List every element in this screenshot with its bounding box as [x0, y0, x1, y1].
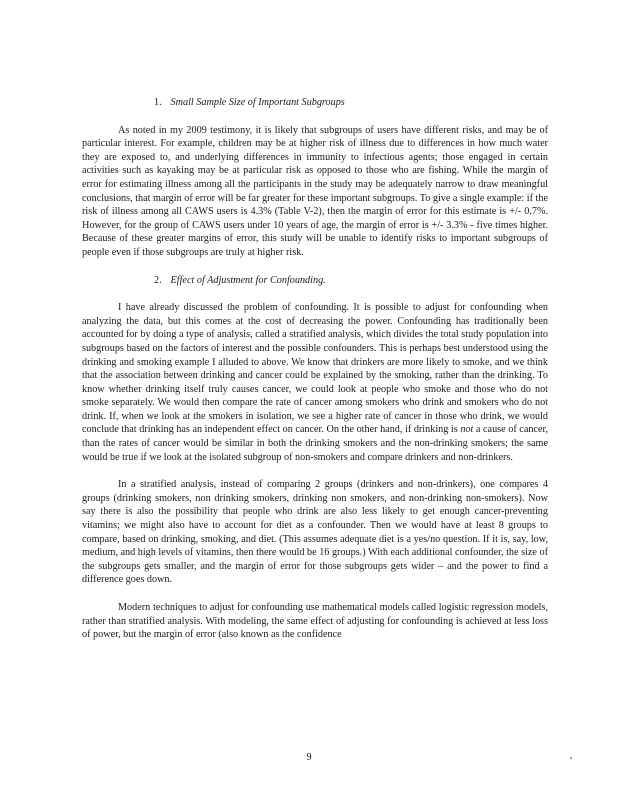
scan-speck	[570, 757, 572, 759]
section-number: 1.	[154, 97, 162, 108]
document-body	[82, 96, 548, 656]
paragraph-text: I have already discussed the problem of confounding. It is possible to adjust for confounding when analyzing the data, but this comes at the cost of decreasing the power. Confounding has traditionally been accounted for by doing a type of analysis, called a stratified analysis, which divides the total study population into subgroups based on the factors of interest and the possible confounders. This is perhaps best understood using the drinking and smoking example I alluded to above. We know that drinkers are more likely to smoke, and we think that the association between drinking and cancer could be explained by the smoking, rather than the drinking. To know whether drinking itself truly causes cancer, we could look at people who smoke and those who do not smoke separately. We would then compare the rate of cancer among smokers who drink and smokers who do not drink. If, when we look at the smokers in isolation, we see a higher rate of cancer in those who drink, we would conclude that drinking has an independent effect on cancer. On the other hand, if drinking is	[82, 302, 548, 436]
page-number: 9	[306, 752, 312, 763]
paragraph-confounding	[82, 301, 548, 464]
section-number: 2.	[154, 274, 162, 286]
section-title: Small Sample Size of Important Subgroups	[170, 97, 345, 108]
paragraph-stratified-analysis: In a stratified analysis, instead of comparing 2 groups (drinkers and non-drinkers), one compares 4 groups (drinking smokers, non drinking smokers, drinking non smokers, and non-drinking non-smokers). Now say there is also the possibility that people who drink are also less likely to get enough cancer-preventing vitamins; we might also have to account for diet as a confounder. Then we would have at least 8 groups to compare, based on drinking, smoking, and diet. (This assumes adequate diet is a yes/no question. If it is, say, low, medium, and high levels of vitamins, then there would be 16 groups.) With each additional confounder, the size of the subgroups gets smaller, and the margin of error for those subgroups gets wider – and the power to find a difference goes down.	[82, 479, 548, 586]
paragraph-modern-techniques: Modern techniques to adjust for confounding use mathematical models called logistic regression models, rather than stratified analysis. With modeling, the same effect of adjusting for confounding is achieved at less loss of power, but the margin of error (also known as the confidence	[82, 602, 548, 641]
section-heading-adjustment	[154, 274, 548, 288]
paragraph-text: a cause of cancer, than the rates of cancer would be similar in both the drinking smokers and the non-drinking smokers; the same would be true if we look at the isolated subgroup of non-smokers and compare drinkers and non-drinkers.	[82, 424, 549, 463]
section-heading-small-sample	[154, 96, 548, 110]
section-title: Effect of Adjustment for Confounding.	[170, 274, 326, 286]
emphasis-text: not	[460, 424, 474, 436]
paragraph-subgroups: As noted in my 2009 testimony, it is likely that subgroups of users have different risks, and may be of particular interest. For example, children may be at higher risk of illness due to differences in how much water they are exposed to, and underlying differences in immunity to infectious agents; those engaged in certain activities such as kayaking may be at particular risk as opposed to those who are fishing. While the margin of error for estimating illness among all the participants in the study may be adequately narrow to draw meaningful conclusions, that margin of error will be far greater for these important subgroups. To give a single example: if the risk of illness among all CAWS users is 4.3% (Table V-2), then the margin of error for this estimate is +/- 0.7%. However, for the group of CAWS users under 10 years of age, the margin of error is +/- 3.3% - five times higher. Because of these greater margins of error, this study will be unable to identify risks to important subgroups of people even if those subgroups are truly at higher risk.	[82, 124, 548, 258]
